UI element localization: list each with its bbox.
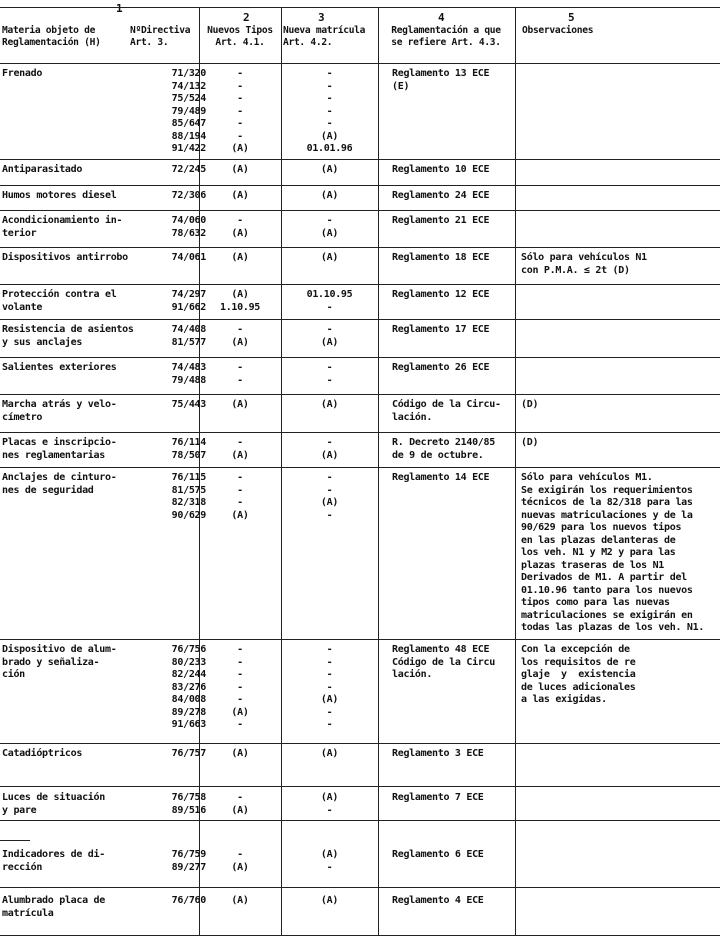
header-reglamentacion: Reglamentación a que se refiere Art. 4.3. bbox=[391, 25, 501, 48]
short-rule bbox=[0, 840, 30, 841]
cell-materia: Resistencia de asientos y sus anclajes bbox=[2, 324, 134, 348]
cell-reglamentacion: Reglamento 7 ECE bbox=[392, 792, 484, 803]
cell-directivas: 72/245 bbox=[171, 164, 206, 175]
row-rule bbox=[0, 247, 720, 248]
cell-observaciones: Sólo para vehículos N1 con P.M.A. ≤ 2t (D) bbox=[521, 252, 647, 276]
cell-nuevos-tipos: (A) bbox=[231, 190, 249, 201]
cell-reglamentacion: Reglamento 13 ECE (E) bbox=[392, 68, 490, 92]
cell-directivas: 76/760 bbox=[171, 895, 206, 906]
cell-reglamentacion: Reglamento 14 ECE bbox=[392, 472, 490, 483]
header-materia: Materia objeto de Reglamentación (H) bbox=[2, 25, 101, 48]
cell-materia: Dispositivo de alum- brado y señaliza- ción bbox=[2, 644, 117, 680]
cell-nueva-matricula: - - (A) - bbox=[320, 472, 339, 521]
row-rule bbox=[0, 319, 720, 320]
cell-reglamentacion: R. Decreto 2140/85 de 9 de octubre. bbox=[392, 437, 495, 461]
cell-materia: Salientes exteriores bbox=[2, 362, 117, 373]
row-rule bbox=[0, 394, 720, 395]
row-rule bbox=[0, 432, 720, 433]
cell-materia: Humos motores diesel bbox=[2, 190, 117, 201]
top-rule bbox=[0, 7, 720, 8]
cell-reglamentacion: Reglamento 18 ECE bbox=[392, 252, 490, 263]
cell-nuevos-tipos: (A) bbox=[231, 748, 249, 759]
cell-nueva-matricula: 01.10.95 - bbox=[306, 289, 353, 313]
cell-materia: Dispositivos antirrobo bbox=[2, 252, 128, 263]
row-rule bbox=[0, 820, 720, 821]
cell-reglamentacion: Reglamento 17 ECE bbox=[392, 324, 490, 335]
row-rule bbox=[0, 284, 720, 285]
cell-materia: Antiparasitado bbox=[2, 164, 83, 175]
cell-observaciones: (D) bbox=[521, 437, 539, 448]
cell-nueva-matricula: - - - - - (A) 01.01.96 bbox=[306, 68, 353, 154]
col-number-2: 2 bbox=[243, 11, 250, 24]
row-rule bbox=[0, 185, 720, 186]
cell-directivas: 75/443 bbox=[171, 399, 206, 410]
cell-nueva-matricula: - (A) bbox=[320, 215, 339, 239]
row-rule bbox=[0, 743, 720, 744]
col-number-3: 3 bbox=[318, 11, 325, 24]
cell-reglamentacion: Reglamento 48 ECE Código de la Circu lación. bbox=[392, 644, 495, 680]
cell-materia: Protección contra el volante bbox=[2, 289, 117, 313]
cell-materia: Catadióptricos bbox=[2, 748, 83, 759]
cell-observaciones: (D) bbox=[521, 399, 539, 410]
cell-directivas: 74/060 78/632 bbox=[171, 215, 206, 239]
cell-directivas: 74/408 81/577 bbox=[171, 324, 206, 348]
cell-nueva-matricula: (A) bbox=[320, 164, 339, 175]
cell-nueva-matricula: (A) bbox=[320, 252, 339, 263]
cell-reglamentacion: Reglamento 6 ECE bbox=[392, 849, 484, 860]
cell-reglamentacion: Reglamento 26 ECE bbox=[392, 362, 490, 373]
cell-reglamentacion: Reglamento 10 ECE bbox=[392, 164, 490, 175]
cell-nueva-matricula: - - bbox=[326, 362, 333, 386]
cell-directivas: 76/114 78/507 bbox=[171, 437, 206, 461]
cell-nuevos-tipos: - - - - - (A) - bbox=[231, 644, 249, 730]
cell-nueva-matricula: (A) bbox=[320, 190, 339, 201]
col-number-1: 1 bbox=[116, 2, 123, 15]
cell-nuevos-tipos: - - - (A) bbox=[231, 472, 249, 521]
cell-materia: Alumbrado placa de matrícula bbox=[2, 895, 105, 919]
cell-reglamentacion: Reglamento 24 ECE bbox=[392, 190, 490, 201]
col-number-4: 4 bbox=[438, 11, 445, 24]
cell-reglamentacion: Reglamento 3 ECE bbox=[392, 748, 484, 759]
cell-reglamentacion: Reglamento 21 ECE bbox=[392, 215, 490, 226]
cell-materia: Placas e inscripcio- nes reglamentarias bbox=[2, 437, 117, 461]
header-directiva: NºDirectiva Art. 3. bbox=[130, 25, 191, 48]
cell-materia: Anclajes de cinturo- nes de seguridad bbox=[2, 472, 117, 496]
cell-nuevos-tipos: - (A) bbox=[231, 792, 249, 816]
cell-nuevos-tipos: (A) bbox=[231, 895, 249, 906]
cell-nuevos-tipos: - (A) bbox=[231, 324, 249, 348]
cell-nuevos-tipos: (A) bbox=[231, 399, 249, 410]
cell-observaciones: Con la excepción de los requisitos de re glaje y existencia de luces adicionales a las exigidas. bbox=[521, 644, 636, 705]
cell-nueva-matricula: (A) bbox=[320, 748, 339, 759]
cell-nuevos-tipos: - - - - - - (A) bbox=[231, 68, 249, 154]
cell-nueva-matricula: - (A) bbox=[320, 437, 339, 461]
cell-directivas: 74/297 91/662 bbox=[171, 289, 206, 313]
cell-nueva-matricula: (A) - bbox=[320, 849, 339, 873]
cell-materia: Acondicionamiento in- terior bbox=[2, 215, 123, 239]
row-rule bbox=[0, 63, 720, 64]
cell-observaciones: Sólo para vehículos M1. Se exigirán los requerimientos técnicos de la 82/318 para las nuevas matriculaciones y de la 90/629 para los nuevos tipos en las plazas delanteras de los veh. N1 y M2 y para las plazas traseras de los N1 Derivados de M1. A partir del 01.10.96 tanto para los nuevos tipos como para las nuevas matriculaciones se exigirán en todas las plazas de los veh. N1. bbox=[521, 472, 705, 633]
row-rule bbox=[0, 357, 720, 358]
cell-materia: Frenado bbox=[2, 68, 43, 79]
cell-materia: Indicadores de di- rección bbox=[2, 849, 105, 873]
cell-nuevos-tipos: - - bbox=[237, 362, 243, 386]
cell-nueva-matricula: (A) bbox=[320, 895, 339, 906]
cell-directivas: 76/758 89/516 bbox=[171, 792, 206, 816]
row-rule bbox=[0, 210, 720, 211]
cell-reglamentacion: Reglamento 4 ECE bbox=[392, 895, 484, 906]
cell-materia: Marcha atrás y velo- címetro bbox=[2, 399, 117, 423]
cell-directivas: 76/756 80/233 82/244 83/276 84/008 89/278 91/663 bbox=[171, 644, 206, 730]
row-rule bbox=[0, 786, 720, 787]
row-rule bbox=[0, 887, 720, 888]
header-nueva-matricula: Nueva matrícula Art. 4.2. bbox=[283, 25, 366, 48]
cell-reglamentacion: Reglamento 12 ECE bbox=[392, 289, 490, 300]
cell-directivas: 76/757 bbox=[171, 748, 206, 759]
row-rule bbox=[0, 467, 720, 468]
cell-nueva-matricula: - (A) bbox=[320, 324, 339, 348]
row-rule bbox=[0, 935, 720, 936]
cell-reglamentacion: Código de la Circu- lación. bbox=[392, 399, 501, 423]
cell-nuevos-tipos: - (A) bbox=[231, 849, 249, 873]
cell-nuevos-tipos: (A) bbox=[231, 164, 249, 175]
cell-nueva-matricula: - - - - (A) - - bbox=[320, 644, 339, 730]
row-rule bbox=[0, 159, 720, 160]
cell-directivas: 72/306 bbox=[171, 190, 206, 201]
header-observaciones: Observaciones bbox=[522, 25, 594, 36]
cell-directivas: 76/115 81/575 82/318 90/629 bbox=[171, 472, 206, 521]
cell-nuevos-tipos: (A) 1.10.95 bbox=[219, 289, 261, 313]
cell-nuevos-tipos: (A) bbox=[231, 252, 249, 263]
cell-materia: Luces de situación y pare bbox=[2, 792, 105, 816]
cell-nueva-matricula: (A) bbox=[320, 399, 339, 410]
header-nuevos-tipos: Nuevos Tipos Art. 4.1. bbox=[207, 25, 273, 48]
cell-directivas: 76/759 89/277 bbox=[171, 849, 206, 873]
cell-directivas: 74/061 bbox=[171, 252, 206, 263]
cell-directivas: 71/320 74/132 75/524 79/489 85/647 88/194 91/422 bbox=[171, 68, 206, 154]
row-rule bbox=[0, 639, 720, 640]
cell-nueva-matricula: (A) - bbox=[320, 792, 339, 816]
cell-directivas: 74/483 79/488 bbox=[171, 362, 206, 386]
cell-nuevos-tipos: - (A) bbox=[231, 437, 249, 461]
cell-nuevos-tipos: - (A) bbox=[231, 215, 249, 239]
col-number-5: 5 bbox=[568, 11, 575, 24]
column-rule bbox=[378, 7, 379, 935]
